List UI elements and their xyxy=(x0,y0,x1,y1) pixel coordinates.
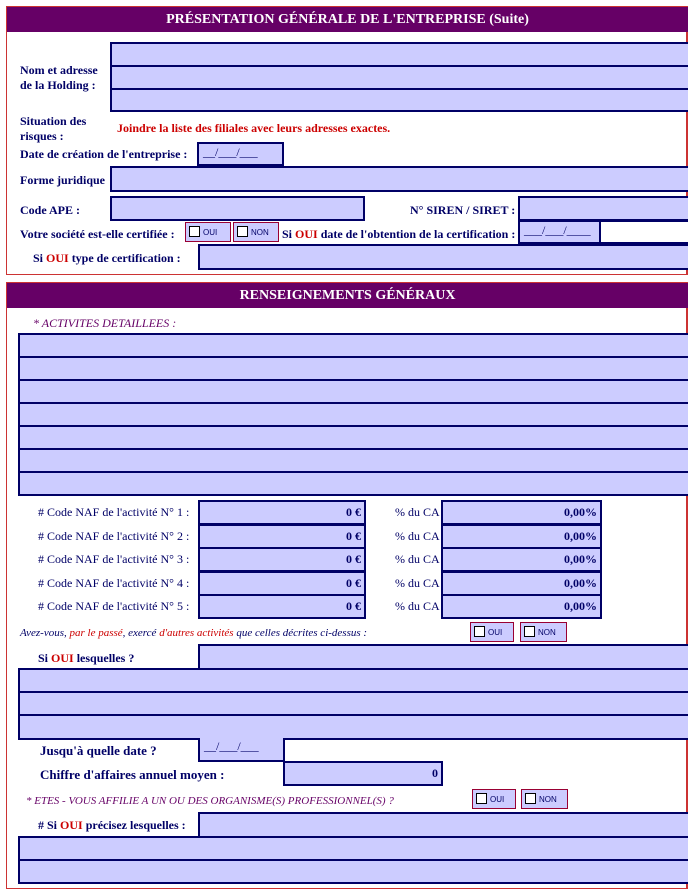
oui-red-text: OUI xyxy=(295,227,318,241)
non-label: NON xyxy=(538,628,556,637)
section-title-presentation: PRÉSENTATION GÉNÉRALE DE L'ENTREPRISE (Suite) xyxy=(7,7,688,32)
naf-amount-field-4[interactable] xyxy=(198,571,366,596)
lesquelles-label xyxy=(38,651,134,666)
risques-label xyxy=(20,114,86,144)
pct-ca-value: 0,00% xyxy=(564,552,597,566)
pct-ca-field-5[interactable] xyxy=(441,594,602,619)
pct-ca-field-4[interactable] xyxy=(441,571,602,596)
pct-ca-label-3: % du CA xyxy=(395,552,440,566)
precisez-label xyxy=(38,818,186,833)
si-text: Si xyxy=(282,227,293,241)
precisez-text: précisez lesquelles : xyxy=(85,818,186,832)
ca-label: Chiffre d'affaires annuel moyen : xyxy=(40,767,225,782)
activite-line-2[interactable] xyxy=(18,356,688,381)
holding-address-line-1[interactable] xyxy=(110,42,688,67)
oui-red-text: OUI xyxy=(60,818,83,832)
type-certification-field[interactable] xyxy=(198,244,688,270)
ca-value: 0 xyxy=(432,766,438,780)
date-creation-value: __/___/___ xyxy=(203,145,258,159)
affilie-question: * ETES - VOUS AFFILIE A UN OU DES ORGANISME(S) PROFESSIONNEL(S) ? xyxy=(26,795,394,807)
certifiee-non-checkbox[interactable] xyxy=(233,222,279,242)
checkbox-square-icon xyxy=(476,793,487,804)
pct-ca-value: 0,00% xyxy=(564,529,597,543)
type-certification-label xyxy=(33,251,181,266)
jusqu-date-field[interactable] xyxy=(198,738,285,762)
naf-amount-field-1[interactable] xyxy=(198,500,366,525)
naf-label-1: # Code NAF de l'activité N° 1 : xyxy=(38,505,190,519)
lesquelles-field[interactable] xyxy=(198,644,688,670)
precisez-field[interactable] xyxy=(198,812,688,838)
naf-amount-field-2[interactable] xyxy=(198,524,366,549)
section-title-renseignements: RENSEIGNEMENTS GÉNÉRAUX xyxy=(7,283,688,308)
risques-label-line2: risques : xyxy=(20,129,64,143)
siren-label: N° SIREN / SIRET : xyxy=(410,203,516,217)
date-creation-label: Date de création de l'entreprise : xyxy=(20,147,188,161)
pct-ca-value: 0,00% xyxy=(564,599,597,613)
affilie-non-checkbox[interactable] xyxy=(521,789,568,809)
lesquelles-text: lesquelles ? xyxy=(76,651,135,665)
pct-ca-field-2[interactable] xyxy=(441,524,602,549)
pct-ca-value: 0,00% xyxy=(564,505,597,519)
naf-amount-value: 0 € xyxy=(346,599,361,613)
certifiee-label: Votre société est-elle certifiée : xyxy=(20,227,175,241)
naf-amount-value: 0 € xyxy=(346,552,361,566)
date-obtention-value: ___/___/____ xyxy=(524,223,591,237)
risques-note: Joindre la liste des filiales avec leurs adresses exactes. xyxy=(117,121,391,135)
passe-q-part2: par le passé xyxy=(69,627,123,639)
si-text: Si xyxy=(33,251,44,265)
forme-juridique-field[interactable] xyxy=(110,166,688,192)
jusqu-date-label: Jusqu'à quelle date ? xyxy=(40,743,157,758)
autres-activites-line-1[interactable] xyxy=(18,668,688,693)
checkbox-square-icon xyxy=(474,626,485,637)
date-obtention-field[interactable] xyxy=(518,220,601,244)
passe-q-part3: , exercé xyxy=(122,627,157,639)
non-label: NON xyxy=(539,795,557,804)
oui-red-text: OUI xyxy=(46,251,69,265)
autres-activites-line-2[interactable] xyxy=(18,691,688,716)
risques-label-line1: Situation des xyxy=(20,114,87,128)
oui-red-text: OUI xyxy=(51,651,74,665)
activite-line-7[interactable] xyxy=(18,471,688,496)
pct-ca-field-1[interactable] xyxy=(441,500,602,525)
pct-ca-field-3[interactable] xyxy=(441,547,602,572)
certifiee-oui-checkbox[interactable] xyxy=(185,222,231,242)
code-ape-label: Code APE : xyxy=(20,203,80,217)
ca-field[interactable] xyxy=(283,761,443,786)
passe-q-part1: Avez-vous, xyxy=(20,627,67,639)
holding-address-line-2[interactable] xyxy=(110,65,688,90)
passe-q-part5: que celles décrites ci-dessus : xyxy=(236,627,368,639)
activite-line-4[interactable] xyxy=(18,402,688,427)
checkbox-square-icon xyxy=(524,626,535,637)
activite-line-6[interactable] xyxy=(18,448,688,473)
siren-field[interactable] xyxy=(518,196,688,221)
checkbox-square-icon xyxy=(237,226,248,237)
oui-label: OUI xyxy=(203,228,218,237)
autres-activites-line-3[interactable] xyxy=(18,714,688,740)
code-ape-field[interactable] xyxy=(110,196,365,221)
naf-amount-field-3[interactable] xyxy=(198,547,366,572)
date-obtention-blank-cell xyxy=(599,220,688,244)
naf-label-3: # Code NAF de l'activité N° 3 : xyxy=(38,552,190,566)
pct-ca-label-4: % du CA xyxy=(395,576,440,590)
holding-label-line2: de la Holding : xyxy=(20,78,96,92)
naf-label-2: # Code NAF de l'activité N° 2 : xyxy=(38,529,190,543)
precisez-prefix: # Si xyxy=(38,818,58,832)
pct-ca-value: 0,00% xyxy=(564,576,597,590)
pct-ca-label-2: % du CA xyxy=(395,529,440,543)
passe-question xyxy=(20,627,367,639)
type-cert-text: type de certification : xyxy=(71,251,181,265)
date-creation-field[interactable] xyxy=(197,142,284,166)
forme-juridique-label: Forme juridique xyxy=(20,173,105,187)
oui-label: OUI xyxy=(490,795,505,804)
jusqu-date-value: __/___/___ xyxy=(204,739,259,753)
naf-amount-value: 0 € xyxy=(346,529,361,543)
naf-label-4: # Code NAF de l'activité N° 4 : xyxy=(38,576,190,590)
non-label: NON xyxy=(251,228,269,237)
organismes-line-1[interactable] xyxy=(18,836,688,861)
naf-label-5: # Code NAF de l'activité N° 5 : xyxy=(38,599,190,613)
holding-label-line1: Nom et adresse xyxy=(20,63,98,77)
date-obtention-text: date de l'obtention de la certification : xyxy=(320,227,516,241)
naf-amount-value: 0 € xyxy=(346,505,361,519)
naf-amount-field-5[interactable] xyxy=(198,594,366,619)
affilie-oui-checkbox[interactable] xyxy=(472,789,516,809)
checkbox-square-icon xyxy=(525,793,536,804)
activite-line-3[interactable] xyxy=(18,379,688,404)
checkbox-square-icon xyxy=(189,226,200,237)
pct-ca-label-5: % du CA xyxy=(395,599,440,613)
oui-label: OUI xyxy=(488,628,503,637)
pct-ca-label-1: % du CA xyxy=(395,505,440,519)
activite-line-1[interactable] xyxy=(18,333,688,358)
holding-label xyxy=(20,63,98,93)
naf-amount-value: 0 € xyxy=(346,576,361,590)
passe-non-checkbox[interactable] xyxy=(520,622,567,642)
activites-label: * ACTIVITES DETAILLEES : xyxy=(33,316,177,330)
organismes-line-2[interactable] xyxy=(18,859,688,884)
activite-line-5[interactable] xyxy=(18,425,688,450)
holding-address-line-3[interactable] xyxy=(110,88,688,112)
passe-oui-checkbox[interactable] xyxy=(470,622,514,642)
passe-q-part4: d'autres activités xyxy=(159,627,234,639)
si-text: Si xyxy=(38,651,49,665)
date-obtention-label xyxy=(282,227,515,242)
